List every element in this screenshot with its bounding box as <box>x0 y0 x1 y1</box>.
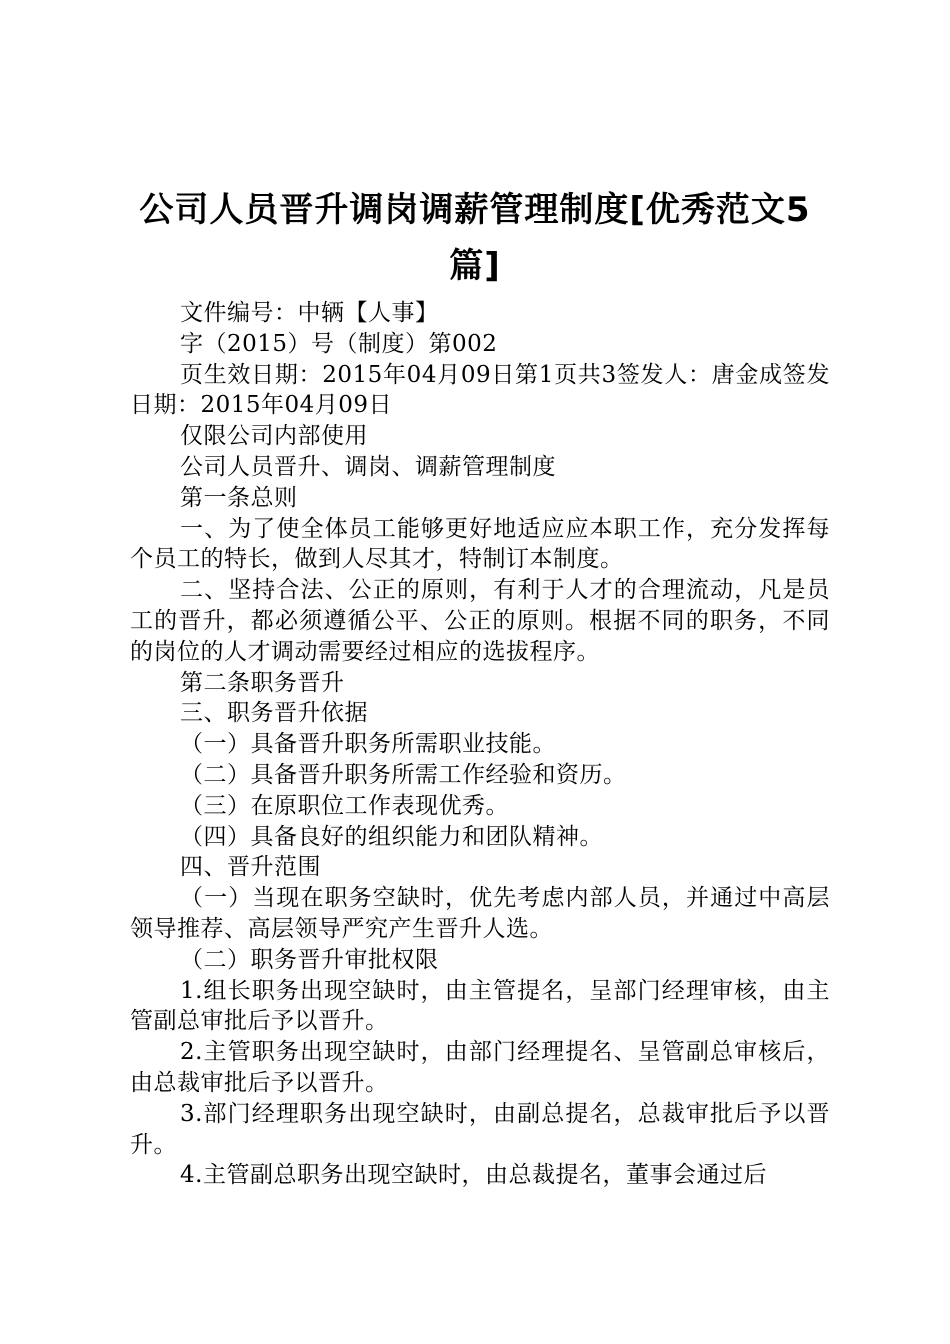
paragraph: （二）职务晋升审批权限 <box>180 946 439 973</box>
paragraph: （一）当现在职务空缺时，优先考虑内部人员，并通过中高层领导推荐、高层领导严究产生晋升人选。 <box>130 885 830 942</box>
paragraph: 页生效日期：2015年04月09日第1页共3签发人：唐金成签发日期：2015年04月09日 <box>130 361 830 419</box>
paragraph: 第一条总则 <box>180 484 298 511</box>
paragraph: 1.组长职务出现空缺时，由主管提名，呈部门经理审核，由主管副总审批后予以晋升。 <box>130 977 830 1035</box>
paragraph: （四）具备良好的组织能力和团队精神。 <box>180 823 603 850</box>
paragraph: 四、晋升范围 <box>180 854 321 881</box>
paragraph: 2.主管职务出现空缺时，由部门经理提名、呈管副总审核后，由总裁审批后予以晋升。 <box>130 1039 830 1096</box>
paragraph: 三、职务晋升依据 <box>180 700 368 727</box>
paragraph: （三）在原职位工作表现优秀。 <box>180 792 509 819</box>
paragraph: 二、坚持合法、公正的原则，有利于人才的合理流动，凡是员工的晋升，都必须遵循公平、公正的原则。根据不同的职务，不同的岗位的人才调动需要经过相应的选拔程序。 <box>130 577 830 665</box>
paragraph: 公司人员晋升、调岗、调薪管理制度 <box>180 453 556 480</box>
paragraph: 4.主管副总职务出现空缺时，由总裁提名，董事会通过后 <box>180 1162 767 1189</box>
paragraph: 仅限公司内部使用 <box>180 423 368 450</box>
paragraph: 第二条职务晋升 <box>180 669 345 696</box>
paragraph: 3.部门经理职务出现空缺时，由副总提名，总裁审批后予以晋升。 <box>130 1100 830 1158</box>
paragraph: 文件编号：中辆【人事】 <box>180 300 439 326</box>
document-body <box>130 298 830 1191</box>
paragraph: 字（2015）号（制度）第002 <box>180 330 498 357</box>
document-title: 公司人员晋升调岗调薪管理制度[优秀范文5篇] <box>139 190 811 286</box>
paragraph: （二）具备晋升职务所需工作经验和资历。 <box>180 761 627 788</box>
paragraph: （一）具备晋升职务所需职业技能。 <box>180 731 556 758</box>
paragraph: 一、为了使全体员工能够更好地适应应本职工作，充分发挥每个员工的特长，做到人尽其才，特制订本制度。 <box>130 515 830 573</box>
